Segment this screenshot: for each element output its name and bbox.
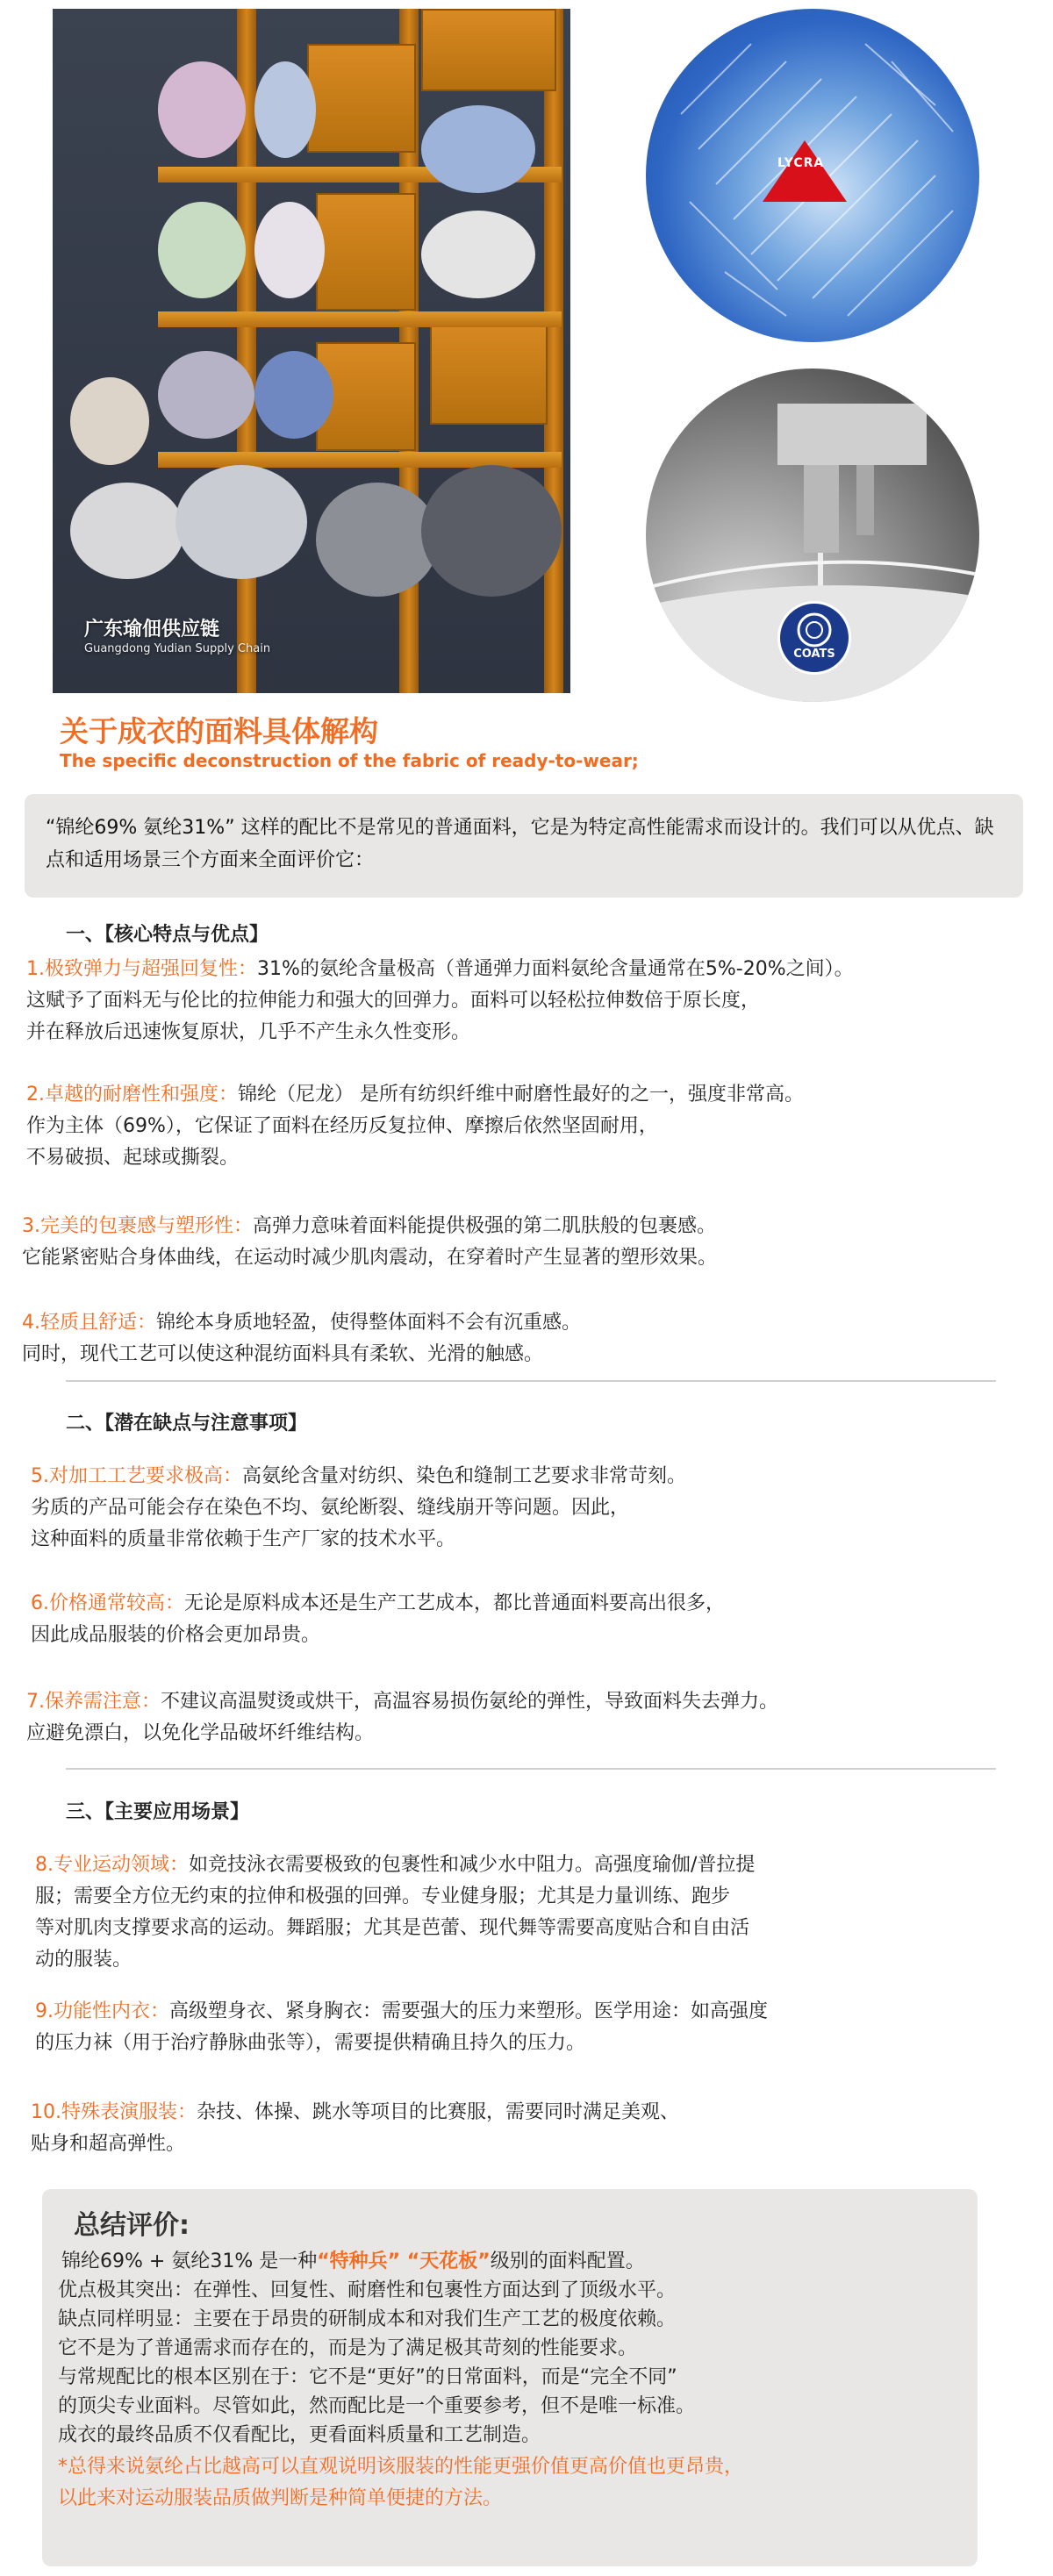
sewing-machine-photo — [646, 369, 979, 702]
summary-line: 缺点同样明显：主要在于昂贵的研制成本和对我们生产工艺的极度依赖。 — [58, 2308, 677, 2330]
point-lead: 2.卓越的耐磨性和强度： — [26, 1084, 238, 1106]
point-text: 无论是原料成本还是生产工艺成本，都比普通面料要高出很多， — [184, 1592, 726, 1614]
point-7-line: 应避免漂白，以免化学品破坏纤维结构。 — [26, 1722, 375, 1744]
point-1 — [26, 954, 1035, 1048]
fabric-roll — [316, 483, 439, 597]
shelf-panel — [307, 44, 416, 153]
point-5-line: 这种面料的质量非常依赖于生产厂家的技术水平。 — [31, 1528, 456, 1550]
point-3-line — [22, 1211, 1031, 1242]
point-10-line: 贴身和超高弹性。 — [31, 2133, 186, 2155]
chain-icon — [780, 609, 849, 653]
point-4 — [22, 1307, 1031, 1370]
point-10-line — [31, 2097, 1040, 2129]
fabric-roll — [70, 483, 184, 579]
point-text: 高氨纶含量对纺织、染色和缝制工艺要求非常苛刻。 — [242, 1465, 687, 1487]
summary-line: 的顶尖专业面料。尽管如此，然而配比是一个重要参考，但不是唯一标准。 — [58, 2395, 696, 2417]
point-lead: 3.完美的包裹感与塑形性： — [22, 1215, 253, 1237]
point-4-line — [22, 1307, 1031, 1339]
point-2-line: 不易破损、起球或撕裂。 — [26, 1147, 240, 1169]
point-text: 杂技、体操、跳水等项目的比赛服，需要同时满足美观、 — [197, 2101, 680, 2123]
point-text: 锦纶本身质地轻盈，使得整体面料不会有沉重感。 — [156, 1312, 582, 1334]
summary-line — [61, 2247, 974, 2276]
summary-line: 优点极其突出：在弹性、回复性、耐磨性和包裹性方面达到了顶级水平。 — [58, 2279, 677, 2301]
point-3 — [22, 1211, 1031, 1274]
point-5-line: 劣质的产品可能会存在染色不均、氨纶断裂、缝线崩开等问题。因此， — [31, 1497, 630, 1519]
section-heading-drawbacks: 二、【潜在缺点与注意事项】 — [66, 1413, 308, 1435]
shelf-panel — [316, 193, 416, 311]
fabric-roll — [158, 202, 246, 298]
shelf-panel — [430, 316, 548, 425]
point-lead: 9.功能性内衣： — [35, 2000, 169, 2022]
point-text: 31%的氨纶含量极高（普通弹力面料氨纶含量通常在5%-20%之间）。 — [257, 958, 854, 980]
summary-line: 成衣的最终品质不仅看配比，更看面料质量和工艺制造。 — [58, 2424, 541, 2446]
point-lead: 8.专业运动领域： — [35, 1854, 189, 1876]
page-subtitle: The specific deconstruction of the fabric of ready-to-wear; — [60, 750, 639, 771]
point-6 — [31, 1588, 1040, 1651]
coats-logo-text: COATS — [793, 648, 835, 661]
warehouse-caption-en: Guangdong Yudian Supply Chain — [84, 642, 271, 655]
summary-note: 以此来对运动服装品质做判断是种简单便捷的方法。 — [58, 2487, 503, 2509]
point-5 — [31, 1461, 1040, 1556]
summary-line: 它不是为了普通需求而存在的，而是为了满足极其苛刻的性能要求。 — [58, 2337, 638, 2359]
point-7 — [26, 1686, 1035, 1750]
point-1-line: 这赋予了面料无与伦比的拉伸能力和强大的回弹力。面料可以轻松拉伸数倍于原长度， — [26, 990, 761, 1012]
point-7-line — [26, 1686, 1035, 1718]
fabric-roll — [254, 351, 333, 439]
point-9 — [35, 1996, 1044, 2059]
point-text: 锦纶（尼龙） 是所有纺织纤维中耐磨性最好的之一，强度非常高。 — [238, 1084, 804, 1106]
point-1-line: 并在释放后迅速恢复原状，几乎不产生永久性变形。 — [26, 1021, 471, 1043]
point-8-line: 动的服装。 — [35, 1949, 133, 1971]
fabric-roll — [421, 105, 535, 193]
point-10 — [31, 2097, 1040, 2160]
divider — [66, 1768, 996, 1770]
point-text: 如竞技泳衣需要极致的包裹性和减少水中阻力。高强度瑜伽/普拉提 — [189, 1854, 756, 1876]
point-8-line — [35, 1850, 1044, 1881]
warehouse-photo — [53, 9, 570, 693]
point-2-line — [26, 1079, 1035, 1111]
section-heading-applications: 三、【主要应用场景】 — [66, 1801, 250, 1823]
fabric-roll — [421, 465, 562, 597]
lycra-logo-icon — [763, 140, 847, 202]
summary-text: 锦纶69% + 氨纶31% 是一种 — [61, 2250, 318, 2272]
point-9-line — [35, 1996, 1044, 2028]
point-8-line: 等对肌肉支撑要求高的运动。舞蹈服；尤其是芭蕾、现代舞等需要高度贴合和自由活 — [35, 1917, 750, 1939]
shelf-beam — [158, 311, 562, 327]
section-heading-advantages: 一、【核心特点与优点】 — [66, 924, 269, 946]
fabric-roll — [70, 377, 149, 465]
summary-line: 与常规配比的根本区别在于：它不是“更好”的日常面料，而是“完全不同” — [58, 2366, 677, 2388]
point-8 — [35, 1850, 1044, 1976]
summary-text: 级别的面料配置。 — [490, 2250, 645, 2272]
lycra-logo-text: LYCRA — [777, 156, 825, 170]
summary-note: *总得来说氨纶占比越高可以直观说明该服装的性能更强价值更高价值也更昂贵， — [58, 2456, 744, 2478]
point-lead: 7.保养需注意： — [26, 1691, 161, 1713]
point-2 — [26, 1079, 1035, 1174]
fabric-roll — [158, 351, 254, 439]
point-lead: 6.价格通常较高： — [31, 1592, 184, 1614]
point-6-line — [31, 1588, 1040, 1620]
fabric-roll — [421, 211, 535, 298]
warehouse-caption: 广东瑜佃供应链 — [84, 619, 220, 640]
point-lead: 4.轻质且舒适： — [22, 1312, 156, 1334]
summary-title: 总结评价: — [74, 2210, 190, 2241]
point-5-line — [31, 1461, 1040, 1492]
point-3-line: 它能紧密贴合身体曲线，在运动时减少肌肉震动，在穿着时产生显著的塑形效果。 — [22, 1247, 718, 1269]
point-2-line: 作为主体（69%），它保证了面料在经历反复拉伸、摩擦后依然坚固耐用， — [26, 1115, 658, 1137]
divider — [66, 1380, 996, 1382]
coats-logo — [777, 601, 851, 675]
summary-highlight: “特种兵” “天花板” — [317, 2250, 491, 2272]
fabric-roll — [158, 61, 246, 158]
page-title: 关于成衣的面料具体解构 — [60, 714, 378, 748]
lycra-fiber-photo — [646, 9, 979, 342]
fabric-roll — [254, 61, 316, 158]
point-8-line: 服；需要全方位无约束的拉伸和极强的回弹。专业健身服；尤其是力量训练、跑步 — [35, 1885, 731, 1907]
point-lead: 5.对加工工艺要求极高： — [31, 1465, 242, 1487]
point-text: 高弹力意味着面料能提供极强的第二肌肤般的包裹感。 — [253, 1215, 717, 1237]
point-lead: 10.特殊表演服装： — [31, 2101, 197, 2123]
point-4-line: 同时，现代工艺可以使这种混纺面料具有柔软、光滑的触感。 — [22, 1343, 544, 1365]
point-1-line — [26, 954, 1035, 985]
point-text: 不建议高温熨烫或烘干，高温容易损伤氨纶的弹性，导致面料失去弹力。 — [161, 1691, 779, 1713]
fabric-roll — [254, 202, 325, 298]
fabric-roll — [176, 465, 307, 579]
shelf-panel — [421, 9, 556, 91]
point-lead: 1.极致弹力与超强回复性： — [26, 958, 257, 980]
summary-box — [42, 2189, 978, 2566]
intro-text: “锦纶69% 氨纶31%” 这样的配比不是常见的普通面料，它是为特定高性能需求而设计的。我们可以从优点、缺点和适用场景三个方面来全面评价它： — [46, 817, 994, 871]
intro-box — [25, 794, 1023, 898]
point-text: 高级塑身衣、紧身胸衣：需要强大的压力来塑形。医学用途：如高强度 — [169, 2000, 769, 2022]
point-6-line: 因此成品服装的价格会更加昂贵。 — [31, 1624, 321, 1646]
point-9-line: 的压力袜（用于治疗静脉曲张等），需要提供精确且持久的压力。 — [35, 2032, 586, 2054]
